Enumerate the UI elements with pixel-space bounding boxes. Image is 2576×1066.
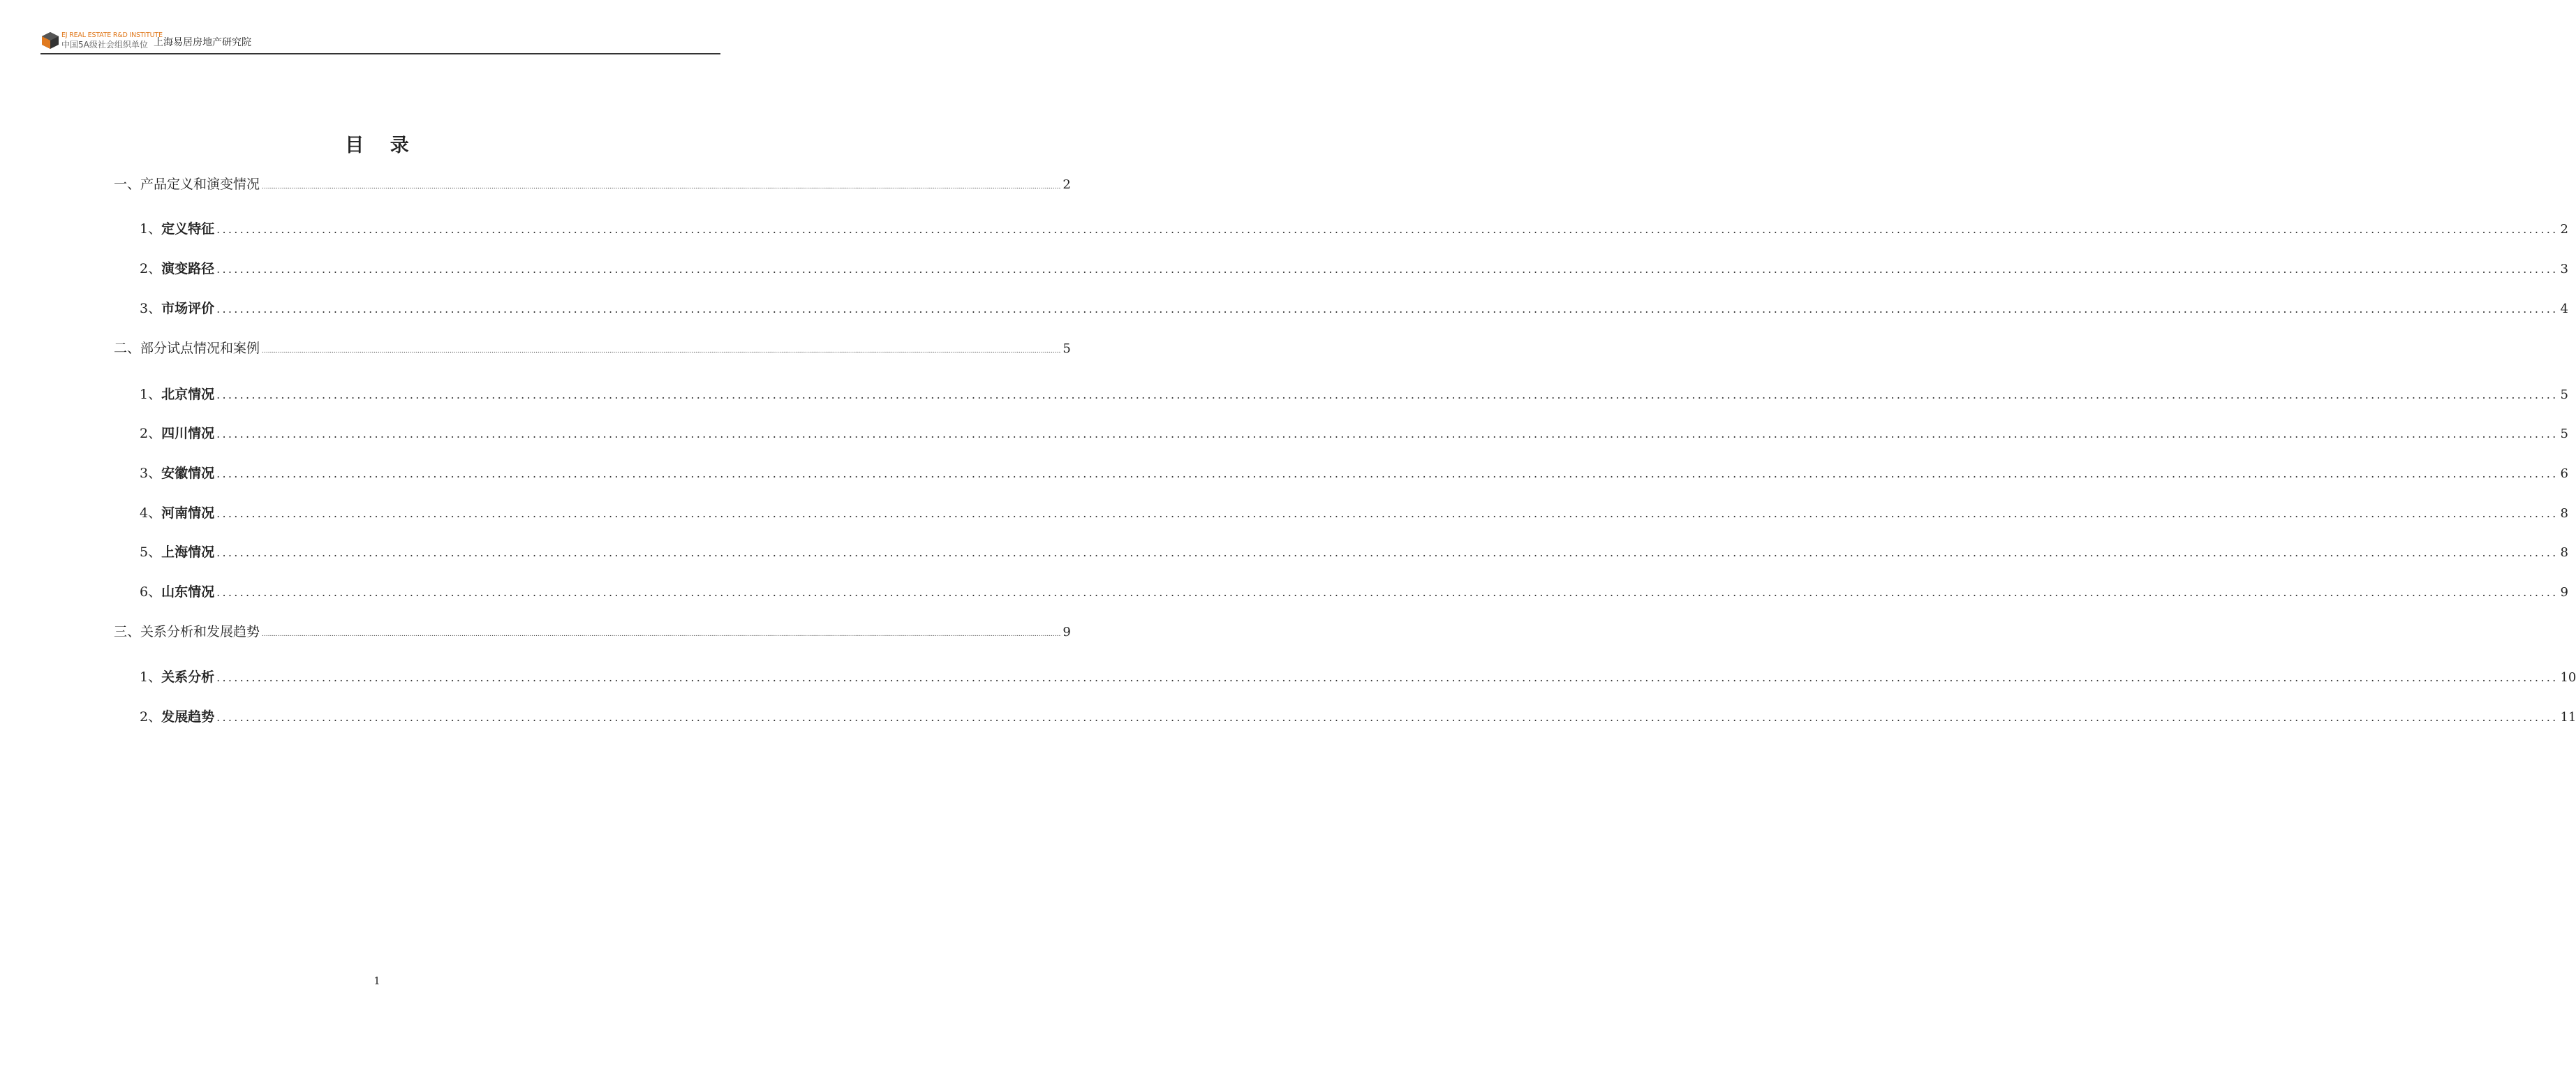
toc-entry-number: 5、 (140, 545, 162, 560)
toc-leader-dots: ................................................................................................................................................................................................................................................................................................................................................................................................................ (216, 671, 2559, 684)
toc-entry-number: 6、 (140, 584, 162, 600)
toc-leader-dots: ................................................................................................................................................................................................................................................................................................................................................................................................................ (262, 348, 1061, 355)
ej-logo-icon (40, 31, 60, 50)
toc-title: 目 录 (345, 135, 419, 156)
header-divider (40, 53, 720, 54)
toc-entry-number: 2、 (140, 709, 162, 725)
toc-entry-label: 北京情况 (161, 387, 215, 402)
toc-entry-page: 8 (2560, 545, 2568, 560)
toc-entry[interactable] (140, 503, 2568, 521)
toc-entry-page: 8 (2560, 506, 2568, 521)
toc-entry[interactable] (114, 174, 1071, 193)
toc-leader-dots: ................................................................................................................................................................................................................................................................................................................................................................................................................ (216, 302, 2559, 316)
toc-entry-label: 定义特征 (161, 221, 215, 237)
toc-entry-label: 关系分析和发展趋势 (140, 624, 260, 639)
toc-entry[interactable] (140, 219, 2568, 237)
toc-entry[interactable] (140, 258, 2568, 277)
toc-entry-page: 5 (1063, 341, 1071, 356)
toc-entry-page: 5 (2560, 387, 2568, 402)
toc-entry-number: 一、 (114, 177, 141, 192)
toc-entry[interactable] (114, 621, 1071, 640)
toc-entry-number: 2、 (140, 261, 162, 276)
toc-entry-label: 演变路径 (161, 261, 215, 276)
toc-entry-label: 部分试点情况和案例 (140, 341, 260, 356)
toc-entry-label: 四川情况 (161, 426, 215, 441)
logo-chinese-text: 中国5A级社会组织单位 (61, 40, 148, 50)
toc-entry-number: 3、 (140, 466, 162, 481)
toc-entry[interactable] (140, 667, 2576, 686)
toc-entry-page: 3 (2560, 262, 2568, 276)
toc-entry[interactable] (140, 384, 2568, 403)
toc-entry-label: 产品定义和演变情况 (140, 177, 260, 192)
toc-entry[interactable] (114, 338, 1071, 357)
toc-entry-number: 4、 (140, 505, 162, 521)
page-number: 1 (373, 975, 380, 987)
toc-leader-dots: ................................................................................................................................................................................................................................................................................................................................................................................................................ (216, 507, 2559, 520)
toc-entry-page: 6 (2560, 466, 2568, 481)
toc-entry-number: 2、 (140, 426, 162, 441)
institute-name: 上海易居房地产研究院 (154, 37, 251, 48)
toc-leader-dots: ................................................................................................................................................................................................................................................................................................................................................................................................................ (216, 546, 2559, 559)
toc-entry-label: 山东情况 (161, 584, 215, 600)
toc-entry-label: 河南情况 (161, 505, 215, 521)
toc-leader-dots: ................................................................................................................................................................................................................................................................................................................................................................................................................ (216, 388, 2559, 401)
toc-entry-page: 2 (2560, 222, 2568, 237)
toc-entry[interactable] (140, 423, 2568, 442)
toc-entry-number: 二、 (114, 341, 141, 356)
toc-entry-number: 3、 (140, 301, 162, 316)
toc-entry-label: 发展趋势 (161, 709, 215, 725)
toc-entry-number: 1、 (140, 669, 162, 685)
toc-entry-label: 上海情况 (161, 545, 215, 560)
toc-entry-number: 三、 (114, 624, 141, 639)
toc-leader-dots: ................................................................................................................................................................................................................................................................................................................................................................................................................ (216, 223, 2559, 236)
toc-leader-dots: ................................................................................................................................................................................................................................................................................................................................................................................................................ (216, 427, 2559, 441)
toc-entry-page: 11 (2560, 710, 2576, 725)
toc-leader-dots: ................................................................................................................................................................................................................................................................................................................................................................................................................ (216, 711, 2559, 724)
toc-entry-number: 1、 (140, 387, 162, 402)
toc-entry[interactable] (140, 463, 2568, 482)
toc-leader-dots: ................................................................................................................................................................................................................................................................................................................................................................................................................ (216, 262, 2559, 276)
toc-entry-label: 市场评价 (161, 301, 215, 316)
toc-leader-dots: ................................................................................................................................................................................................................................................................................................................................................................................................................ (216, 467, 2559, 480)
toc-entry-page: 4 (2560, 302, 2568, 316)
toc-entry-page: 5 (2560, 427, 2568, 441)
toc-entry-label: 关系分析 (161, 669, 215, 685)
toc-entry[interactable] (140, 542, 2568, 561)
toc-entry-page: 9 (1063, 625, 1071, 639)
toc-entry-page: 9 (2560, 585, 2568, 600)
toc-entry[interactable] (140, 582, 2568, 600)
toc-leader-dots: ................................................................................................................................................................................................................................................................................................................................................................................................................ (262, 184, 1061, 191)
toc-entry-number: 1、 (140, 221, 162, 237)
toc-entry[interactable] (140, 298, 2568, 317)
toc-entry-label: 安徽情况 (161, 466, 215, 481)
toc-leader-dots: ................................................................................................................................................................................................................................................................................................................................................................................................................ (216, 586, 2559, 599)
toc-entry-page: 2 (1063, 177, 1071, 192)
page-header (40, 29, 720, 54)
toc-entry[interactable] (140, 706, 2576, 725)
logo-english-text: EJ REAL ESTATE R&D INSTITUTE (61, 31, 163, 39)
toc-leader-dots: ................................................................................................................................................................................................................................................................................................................................................................................................................ (262, 631, 1061, 638)
toc-entry-page: 10 (2560, 670, 2576, 685)
